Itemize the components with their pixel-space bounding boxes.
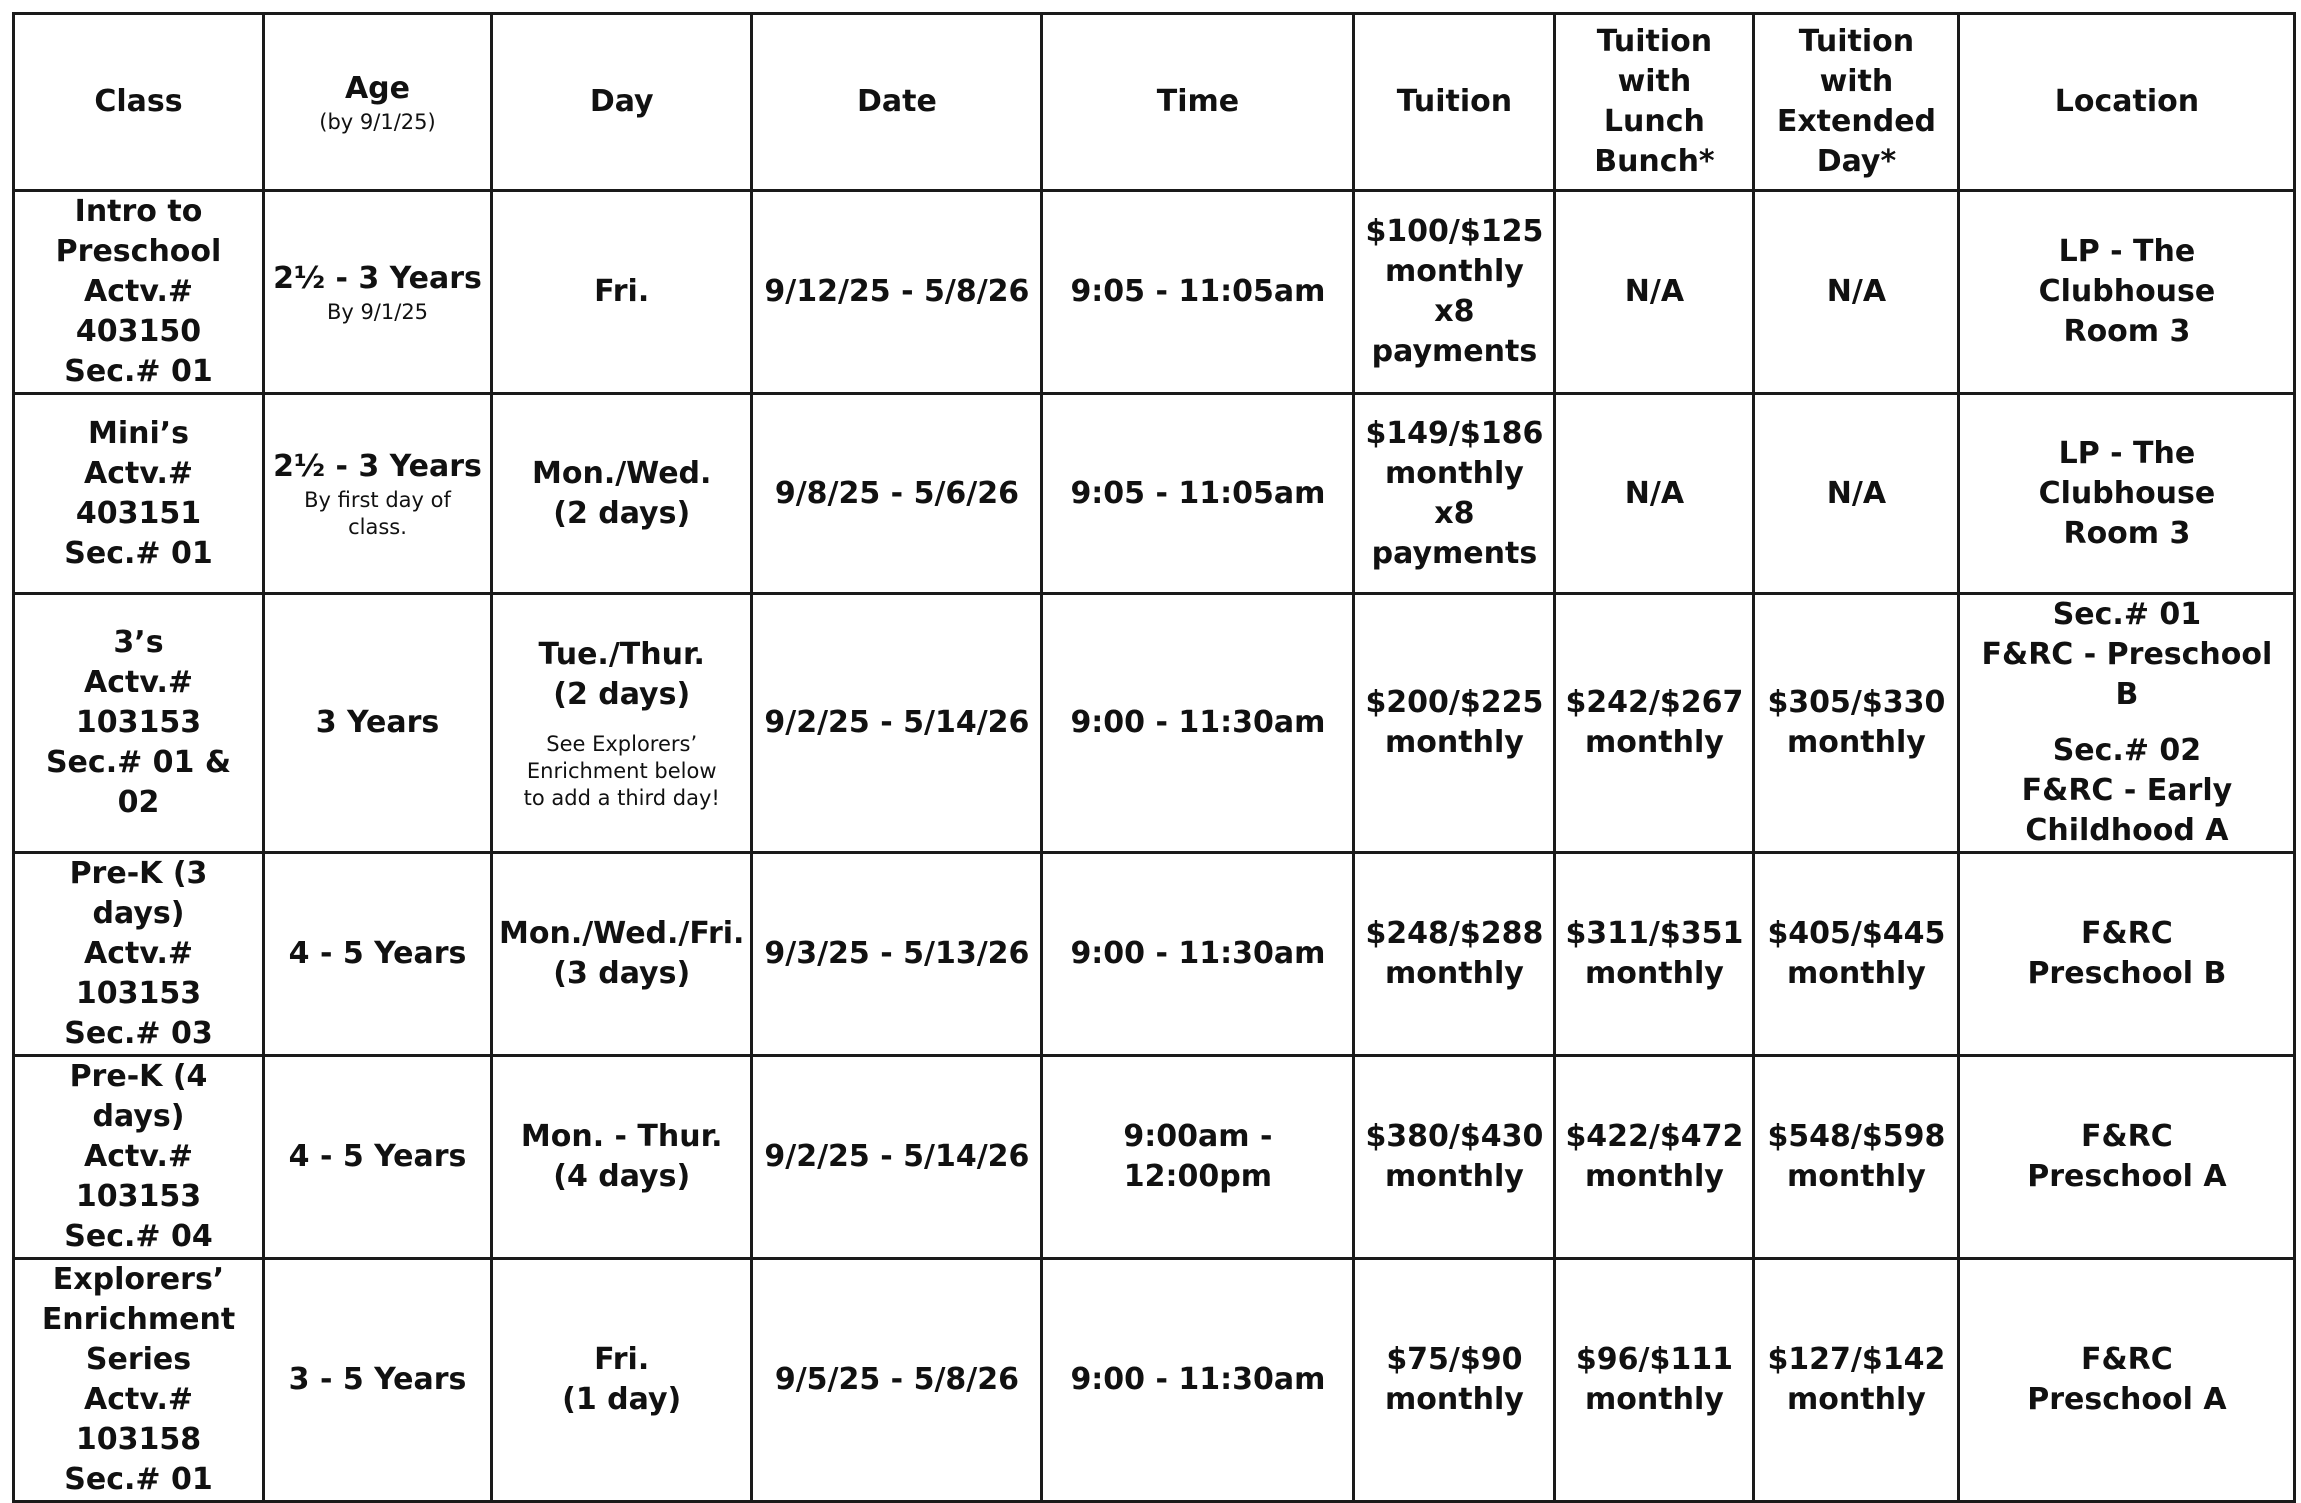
age-note: class. bbox=[348, 514, 407, 539]
day-note: Enrichment below bbox=[526, 758, 717, 783]
tuition-lunch-bunch-cell bbox=[1555, 594, 1754, 853]
location-cell bbox=[1959, 394, 2295, 594]
tuition-lunch-bunch-text: N/A bbox=[1624, 274, 1685, 309]
tuition-extended-day-text: $127/$142 bbox=[1767, 1342, 1946, 1377]
class-text: Pre-K (4 days) bbox=[69, 1059, 208, 1134]
tuition-lunch-bunch-text: $311/$351 bbox=[1565, 916, 1744, 951]
header-row bbox=[14, 14, 2295, 191]
tuition-text: monthly bbox=[1385, 1382, 1524, 1417]
date-cell: 9/2/25 - 5/14/26 bbox=[752, 594, 1042, 853]
age-note: By 9/1/25 bbox=[326, 299, 429, 324]
day-text: Fri. bbox=[594, 274, 650, 309]
day-text: (2 days) bbox=[553, 495, 691, 531]
time-cell: 9:05 - 11:05am bbox=[1042, 191, 1354, 394]
schedule-table-wrapper bbox=[12, 12, 2296, 1503]
tuition-extended-day-cell bbox=[1754, 1259, 1959, 1502]
time-cell: 9:00am - 12:00pm bbox=[1042, 1056, 1354, 1259]
age-cell bbox=[264, 1056, 492, 1259]
class-cell bbox=[14, 1056, 264, 1259]
header-tuition-lunch-bunch bbox=[1555, 14, 1754, 191]
location-text: Preschool A bbox=[2027, 1382, 2227, 1417]
tuition-lunch-bunch-cell bbox=[1555, 191, 1754, 394]
tuition-lunch-bunch-cell bbox=[1555, 1056, 1754, 1259]
age-text: 2½ - 3 Years bbox=[273, 260, 482, 296]
tuition-extended-day-text: monthly bbox=[1787, 725, 1926, 760]
day-cell bbox=[492, 191, 752, 394]
header-label: Date bbox=[857, 84, 937, 119]
tuition-cell bbox=[1354, 853, 1555, 1056]
table-row bbox=[14, 853, 2295, 1056]
location-cell bbox=[1959, 853, 2295, 1056]
location-text: Preschool A bbox=[2027, 1159, 2227, 1194]
class-text: Preschool bbox=[55, 234, 222, 269]
header-tuition bbox=[1354, 14, 1555, 191]
tuition-lunch-bunch-cell bbox=[1555, 394, 1754, 594]
tuition-lunch-bunch-text: monthly bbox=[1585, 1159, 1724, 1194]
header-class bbox=[14, 14, 264, 191]
header-label: Time bbox=[1156, 84, 1240, 119]
tuition-lunch-bunch-text: N/A bbox=[1624, 475, 1685, 511]
tuition-cell bbox=[1354, 1259, 1555, 1502]
location-text: Room 3 bbox=[2063, 314, 2191, 349]
class-text: Mini’s bbox=[87, 415, 190, 451]
tuition-text: monthly bbox=[1385, 455, 1524, 491]
table-row bbox=[14, 394, 2295, 594]
tuition-text: payments bbox=[1371, 535, 1538, 571]
class-text: Series bbox=[85, 1342, 192, 1377]
tuition-lunch-bunch-text: monthly bbox=[1585, 956, 1724, 991]
tuition-extended-day-text: N/A bbox=[1826, 475, 1887, 511]
class-text: Actv.# 103153 bbox=[75, 1139, 202, 1214]
location-text: F&RC bbox=[2081, 916, 2173, 951]
location-text: F&RC - Preschool B bbox=[1981, 637, 2273, 712]
class-text: Sec.# 01 bbox=[64, 354, 213, 389]
location-text: Childhood A bbox=[2025, 813, 2229, 848]
header-label: Lunch bbox=[1603, 104, 1705, 139]
location-text: Room 3 bbox=[2063, 515, 2191, 551]
age-text: 4 - 5 Years bbox=[288, 1139, 467, 1174]
tuition-text: payments bbox=[1371, 334, 1538, 369]
day-text: Fri. bbox=[594, 1342, 650, 1377]
tuition-text: $100/$125 bbox=[1365, 214, 1544, 249]
table-row bbox=[14, 191, 2295, 394]
tuition-text: $200/$225 bbox=[1365, 685, 1544, 720]
date-cell: 9/12/25 - 5/8/26 bbox=[752, 191, 1042, 394]
tuition-text: x8 bbox=[1434, 495, 1475, 531]
tuition-extended-day-cell bbox=[1754, 853, 1959, 1056]
day-text: (3 days) bbox=[553, 956, 691, 991]
day-cell bbox=[492, 394, 752, 594]
spacer bbox=[499, 715, 744, 731]
header-label: Tuition bbox=[1396, 84, 1513, 119]
age-text: 4 - 5 Years bbox=[288, 936, 467, 971]
header-label: with bbox=[1819, 64, 1894, 99]
age-cell bbox=[264, 191, 492, 394]
class-text: Sec.# 03 bbox=[64, 1016, 213, 1051]
class-text: Explorers’ bbox=[52, 1262, 225, 1297]
location-text: F&RC bbox=[2081, 1342, 2173, 1377]
tuition-extended-day-cell bbox=[1754, 1056, 1959, 1259]
day-text: (1 day) bbox=[562, 1382, 682, 1417]
header-age bbox=[264, 14, 492, 191]
tuition-extended-day-text: N/A bbox=[1826, 274, 1887, 309]
class-text: 3’s bbox=[113, 625, 164, 660]
age-cell bbox=[264, 1259, 492, 1502]
location-cell bbox=[1959, 191, 2295, 394]
header-note: (by 9/1/25) bbox=[319, 109, 436, 134]
location-text: Preschool B bbox=[2027, 956, 2227, 991]
header-label: Day bbox=[589, 84, 654, 119]
day-text: (2 days) bbox=[553, 676, 691, 712]
tuition-extended-day-cell bbox=[1754, 594, 1959, 853]
tuition-lunch-bunch-text: $242/$267 bbox=[1565, 685, 1744, 720]
table-row bbox=[14, 1056, 2295, 1259]
class-text: Enrichment bbox=[41, 1302, 236, 1337]
class-text: Actv.# 403150 bbox=[75, 274, 202, 349]
header-label: Day* bbox=[1816, 144, 1897, 179]
header-label: Location bbox=[2054, 84, 2200, 119]
class-cell bbox=[14, 191, 264, 394]
header-location bbox=[1959, 14, 2295, 191]
tuition-extended-day-text: monthly bbox=[1787, 1382, 1926, 1417]
tuition-lunch-bunch-cell bbox=[1555, 1259, 1754, 1502]
day-text: Mon. - Thur. bbox=[520, 1119, 723, 1154]
age-text: 2½ - 3 Years bbox=[273, 448, 482, 484]
age-cell bbox=[264, 394, 492, 594]
tuition-text: monthly bbox=[1385, 956, 1524, 991]
class-cell bbox=[14, 1259, 264, 1502]
header-time bbox=[1042, 14, 1354, 191]
date-cell: 9/5/25 - 5/8/26 bbox=[752, 1259, 1042, 1502]
header-tuition-extended-day bbox=[1754, 14, 1959, 191]
class-cell bbox=[14, 394, 264, 594]
header-day bbox=[492, 14, 752, 191]
location-text bbox=[1966, 715, 2287, 731]
class-text: Sec.# 01 bbox=[64, 1462, 213, 1497]
table-row bbox=[14, 594, 2295, 853]
tuition-cell bbox=[1354, 1056, 1555, 1259]
class-schedule-table bbox=[12, 12, 2296, 1503]
age-cell bbox=[264, 853, 492, 1056]
tuition-extended-day-cell bbox=[1754, 191, 1959, 394]
tuition-cell bbox=[1354, 594, 1555, 853]
header-label: with bbox=[1617, 64, 1692, 99]
class-text: Actv.# 103153 bbox=[75, 665, 202, 740]
age-text: 3 - 5 Years bbox=[288, 1362, 467, 1397]
time-cell: 9:00 - 11:30am bbox=[1042, 1259, 1354, 1502]
tuition-lunch-bunch-text: monthly bbox=[1585, 1382, 1724, 1417]
header-label: Extended bbox=[1776, 104, 1937, 139]
header-label: Bunch* bbox=[1594, 144, 1715, 179]
class-text: Intro to bbox=[74, 194, 203, 229]
day-note: See Explorers’ bbox=[546, 731, 698, 756]
location-text: LP - The Clubhouse bbox=[2038, 234, 2216, 309]
tuition-text: monthly bbox=[1385, 725, 1524, 760]
day-text: (4 days) bbox=[553, 1159, 691, 1194]
day-note: to add a third day! bbox=[523, 785, 720, 810]
time-cell: 9:05 - 11:05am bbox=[1042, 394, 1354, 594]
location-text: F&RC bbox=[2081, 1119, 2173, 1154]
tuition-extended-day-text: $548/$598 bbox=[1767, 1119, 1946, 1154]
header-label: Class bbox=[94, 84, 183, 119]
date-cell: 9/2/25 - 5/14/26 bbox=[752, 1056, 1042, 1259]
tuition-text: x8 bbox=[1434, 294, 1475, 329]
tuition-text: monthly bbox=[1385, 254, 1524, 289]
tuition-lunch-bunch-text: monthly bbox=[1585, 725, 1724, 760]
tuition-text: $75/$90 bbox=[1386, 1342, 1523, 1377]
location-cell bbox=[1959, 594, 2295, 853]
time-cell: 9:00 - 11:30am bbox=[1042, 853, 1354, 1056]
tuition-extended-day-text: $405/$445 bbox=[1767, 916, 1946, 951]
header-label: Age bbox=[344, 70, 411, 106]
location-text: LP - The Clubhouse bbox=[2038, 435, 2216, 511]
table-row bbox=[14, 1259, 2295, 1502]
day-text: Tue./Thur. bbox=[538, 636, 705, 672]
location-text: Sec.# 02 bbox=[2052, 733, 2202, 768]
tuition-extended-day-text: $305/$330 bbox=[1767, 685, 1946, 720]
class-text: Actv.# 403151 bbox=[75, 455, 202, 531]
time-cell: 9:00 - 11:30am bbox=[1042, 594, 1354, 853]
class-text: Pre-K (3 days) bbox=[69, 856, 208, 931]
tuition-text: $149/$186 bbox=[1365, 415, 1544, 451]
tuition-extended-day-text: monthly bbox=[1787, 956, 1926, 991]
tuition-cell bbox=[1354, 394, 1555, 594]
location-text: F&RC - Early bbox=[2021, 773, 2233, 808]
day-text: Mon./Wed. bbox=[532, 455, 712, 491]
age-cell bbox=[264, 594, 492, 853]
day-text: Mon./Wed./Fri. bbox=[499, 916, 745, 951]
header-label: Tuition bbox=[1798, 24, 1915, 59]
age-note: By first day of bbox=[304, 487, 451, 512]
table-header bbox=[14, 14, 2295, 191]
class-cell bbox=[14, 594, 264, 853]
day-cell bbox=[492, 594, 752, 853]
day-cell bbox=[492, 1056, 752, 1259]
class-text: Sec.# 04 bbox=[64, 1219, 213, 1254]
date-cell: 9/8/25 - 5/6/26 bbox=[752, 394, 1042, 594]
day-cell bbox=[492, 1259, 752, 1502]
header-date bbox=[752, 14, 1042, 191]
tuition-extended-day-text: monthly bbox=[1787, 1159, 1926, 1194]
location-cell bbox=[1959, 1259, 2295, 1502]
tuition-lunch-bunch-text: $96/$111 bbox=[1575, 1342, 1733, 1377]
day-cell bbox=[492, 853, 752, 1056]
class-text: Sec.# 01 bbox=[64, 535, 213, 571]
class-text: Sec.# 01 & 02 bbox=[45, 745, 232, 820]
tuition-text: monthly bbox=[1385, 1159, 1524, 1194]
tuition-text: $248/$288 bbox=[1365, 916, 1544, 951]
class-text: Actv.# 103153 bbox=[75, 936, 202, 1011]
tuition-lunch-bunch-cell bbox=[1555, 853, 1754, 1056]
tuition-extended-day-cell bbox=[1754, 394, 1959, 594]
class-text: Actv.# 103158 bbox=[75, 1382, 202, 1457]
tuition-cell bbox=[1354, 191, 1555, 394]
age-text: 3 Years bbox=[315, 705, 440, 740]
header-label: Tuition bbox=[1596, 24, 1713, 59]
location-cell bbox=[1959, 1056, 2295, 1259]
tuition-text: $380/$430 bbox=[1365, 1119, 1544, 1154]
table-body bbox=[14, 191, 2295, 1502]
location-text: Sec.# 01 bbox=[2052, 597, 2202, 632]
tuition-lunch-bunch-text: $422/$472 bbox=[1565, 1119, 1744, 1154]
class-cell bbox=[14, 853, 264, 1056]
date-cell: 9/3/25 - 5/13/26 bbox=[752, 853, 1042, 1056]
